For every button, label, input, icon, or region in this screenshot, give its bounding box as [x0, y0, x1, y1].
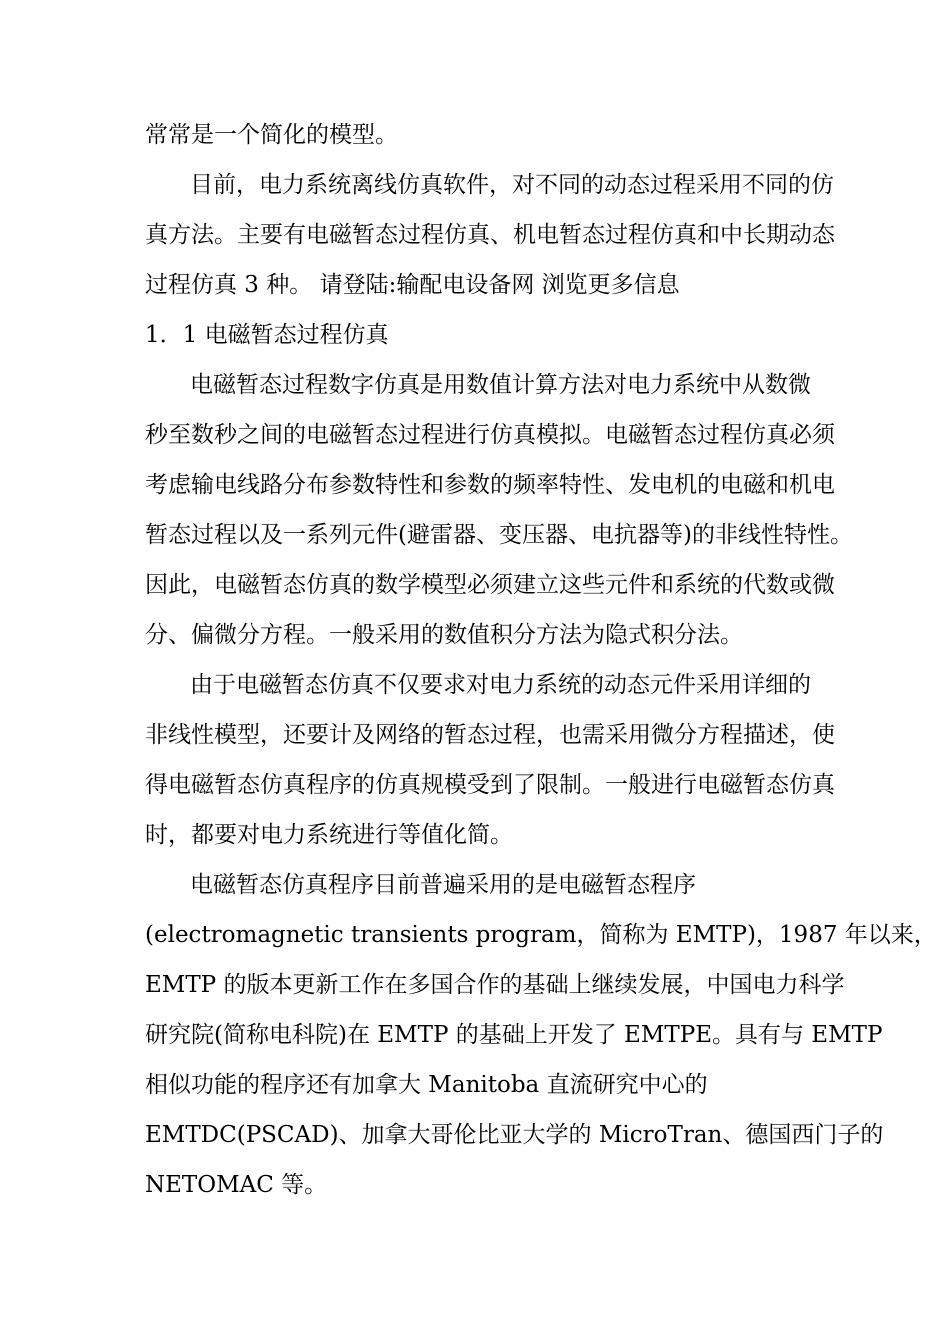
- text-line-18: EMTP 的版本更新工作在多国合作的基础上继续发展，中国电力科学: [145, 972, 845, 998]
- text-line-3: 真方法。主要有电磁暂态过程仿真、机电暂态过程仿真和中长期动态: [145, 222, 835, 248]
- text-line-6: 电磁暂态过程数字仿真是用数值计算方法对电力系统中从数微: [190, 372, 811, 398]
- text-line-15: 时，都要对电力系统进行等值化简。: [145, 822, 513, 848]
- section-heading: 1．1 电磁暂态过程仿真: [145, 322, 389, 348]
- text-line-11: 分、偏微分方程。一般采用的数值积分方法为隐式积分法。: [145, 622, 743, 648]
- text-line-17: (electromagnetic transients program，简称为 EMTP)，1987 年以来，: [145, 922, 937, 948]
- text-line-14: 得电磁暂态仿真程序的仿真规模受到了限制。一般进行电磁暂态仿真: [145, 772, 835, 798]
- text-line-2: 目前，电力系统离线仿真软件，对不同的动态过程采用不同的仿: [190, 172, 834, 198]
- text-line-10: 因此，电磁暂态仿真的数学模型必须建立这些元件和系统的代数或微: [145, 572, 835, 598]
- text-line-8: 考虑输电线路分布参数特性和参数的频率特性、发电机的电磁和机电: [145, 472, 835, 498]
- text-line-9: 暂态过程以及一系列元件(避雷器、变压器、电抗器等)的非线性特性。: [145, 522, 853, 548]
- text-line-13: 非线性模型，还要计及网络的暂态过程，也需采用微分方程描述，使: [145, 722, 835, 748]
- text-line-1: 常常是一个简化的模型。: [145, 122, 398, 148]
- text-line-4: 过程仿真 3 种。 请登陆:输配电设备网 浏览更多信息: [145, 272, 680, 298]
- text-line-19: 研究院(简称电科院)在 EMTP 的基础上开发了 EMTPE。具有与 EMTP: [145, 1022, 883, 1048]
- text-line-20: 相似功能的程序还有加拿大 Manitoba 直流研究中心的: [145, 1072, 708, 1098]
- text-line-21: EMTDC(PSCAD)、加拿大哥伦比亚大学的 MicroTran、德国西门子的: [145, 1122, 884, 1148]
- text-line-22: NETOMAC 等。: [145, 1172, 328, 1198]
- text-line-7: 秒至数秒之间的电磁暂态过程进行仿真模拟。电磁暂态过程仿真必须: [145, 422, 835, 448]
- text-line-16: 电磁暂态仿真程序目前普遍采用的是电磁暂态程序: [190, 872, 696, 898]
- text-line-12: 由于电磁暂态仿真不仅要求对电力系统的动态元件采用详细的: [190, 672, 811, 698]
